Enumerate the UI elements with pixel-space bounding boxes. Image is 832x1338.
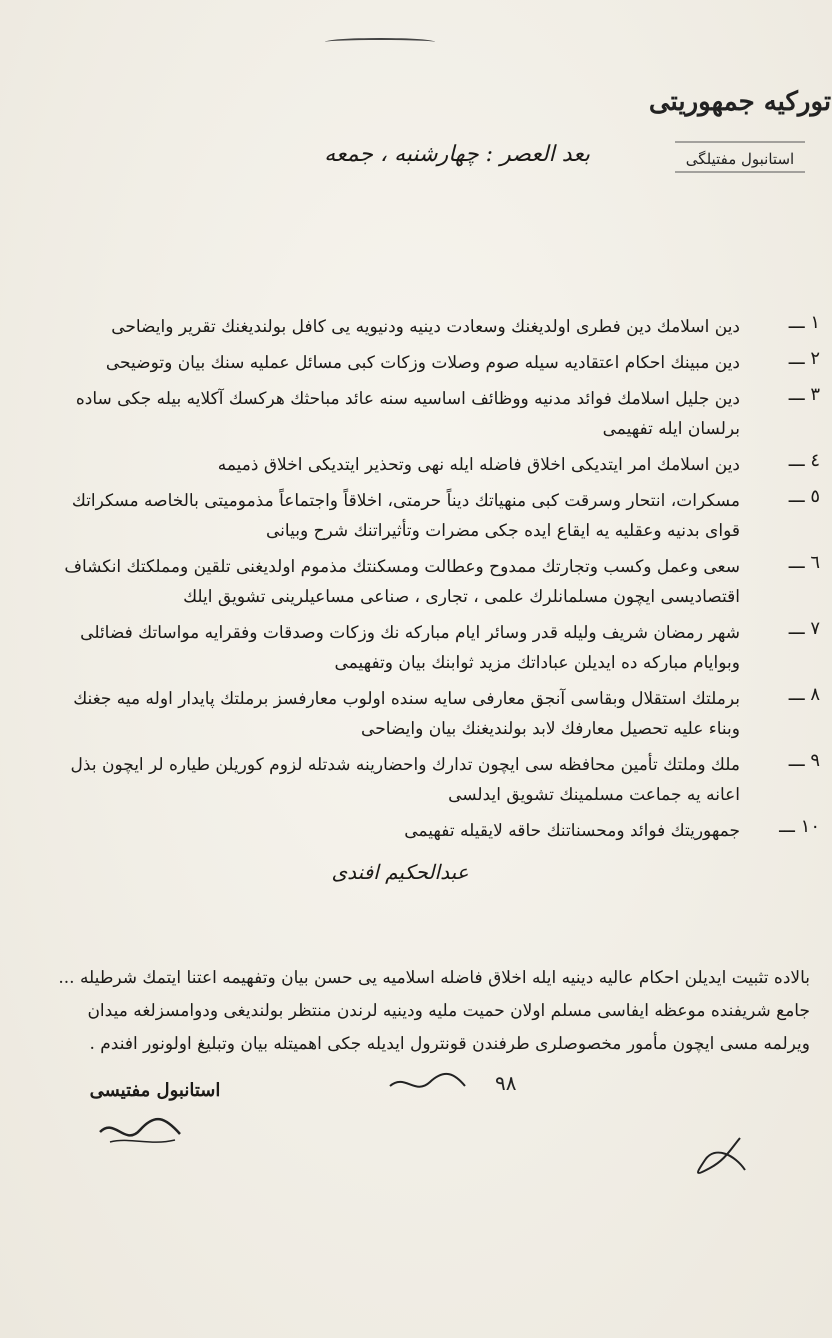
- item-number: ٤ ـــ: [788, 450, 820, 471]
- item-text: مسكرات، انتحار وسرقت كبی منهیاتك دیناً حرمتی، اخلاقاً واجتماعاً مذمومیتی بالخاصه مسكراتك قوای بدنیه وعقلیه یه ایقاع ایده جكی مضرات وتأثیراتنك شرح وبیانی: [71, 491, 740, 541]
- time-header: بعد العصر : چهارشنبه ، جمعه: [324, 142, 590, 167]
- item-number: ٨ ـــ: [788, 684, 820, 705]
- list-item: [40, 552, 820, 612]
- closing-paragraph: بالاده تثبیت ایدیلن احكام عالیه دینیه ایله اخلاق فاضله اسلامیه یی حسن بیان وتفهیمه اعتنا ایتمك شرطیله ... جامع شریفنده موعظه ایفاسی مسلم اولان حمیت ملیه ودینیه لرندن منتظر بولندیغی ودوامسزلغه میدان ویرلمه مسی ایچون مأمور مخصوصلری طرفندن قونترول ایدیله جكی اهمیتله بیان وتبلیغ اولونور افندم .: [58, 968, 810, 1054]
- item-text: دین جلیل اسلامك فوائد مدنیه ووظائف اساسیه سنه عائد مباحثك هركسك آكلایه بیله جكی ساده برلسان ایله تفهیمی: [75, 389, 740, 439]
- item-number: ٥ ـــ: [788, 486, 820, 507]
- list-item: [40, 750, 820, 810]
- seal-text: توركیه جمهوریتی: [648, 87, 832, 117]
- list-item: [40, 486, 820, 546]
- item-text: دین اسلامك امر ایتدیكی اخلاق فاضله ایله نهی وتحذیر ایتدیكی اخلاق ذمیمه: [217, 455, 740, 475]
- topic-list: [40, 312, 820, 852]
- handwritten-date: [385, 1068, 535, 1098]
- item-number: ٩ ـــ: [788, 750, 820, 771]
- item-text: برملتك استقلال وبقاسی آنجق معارفی سایه سنده اولوب معارفسز برملتك پایدار اوله میه جغنك وبناء علیه تحصیل معارفك لابد بولندیغنك بیان وایضاحی: [73, 689, 740, 739]
- list-item: [40, 618, 820, 678]
- item-number: ٦ ـــ: [788, 552, 820, 573]
- item-number: ١٠ ـــ: [779, 816, 820, 837]
- item-number: ٧ ـــ: [788, 618, 820, 639]
- item-text: سعی وعمل وكسب وتجارتك ممدوح وعطالت ومسكنتك مذموم اولدیغنی تلقین ومملكتك انكشاف اقتصادیسی ایچون مسلمانلرك علمی ، تجاری ، صناعی مساعیلرینی تشویق ایلك: [64, 557, 740, 607]
- date-numbers: ٩٨: [495, 1071, 517, 1095]
- office-line: استانبول مفتیلگی: [685, 150, 795, 168]
- list-item: [40, 450, 820, 480]
- mufti-title: استانبول مفتیسی: [89, 1080, 221, 1101]
- list-item: [40, 312, 820, 342]
- item-number: ٣ ـــ: [788, 384, 820, 405]
- list-item: [40, 348, 820, 378]
- item-text: دین اسلامك دین فطری اولدیغنك وسعادت دینیه ودنیویه یی كافل بولندیغنك تقریر وایضاحی: [111, 317, 740, 337]
- list-item: [40, 684, 820, 744]
- item-text: ملك وملتك تأمین محافظه سی ایچون تدارك واحضارینه شدتله لزوم كوریلن طیاره لر ایچون بذل اعانه یه جماعت مسلمینك تشویق ایدلسی: [70, 755, 740, 805]
- item-text: دین مبینك احكام اعتقادیه سیله صوم وصلات وزكات كبی مسائل عملیه سنك بیان وتوضیحی: [105, 353, 740, 373]
- initial-mark: [690, 1130, 750, 1180]
- item-number: ٢ ـــ: [788, 348, 820, 369]
- item-text: شهر رمضان شریف ولیله قدر وسائر ایام مباركه نك وزكات وصدقات وفقرایه مواساتك فضائلی وبوایام مباركه ده ایدیلن عباداتك مزید ثوابنك بیان وتفهیمی: [80, 623, 740, 673]
- letterhead-seal: [648, 72, 832, 202]
- item-number: ١ ـــ: [788, 312, 820, 333]
- item-text: جمهوریتك فوائد ومحسناتنك حاقه لایقیله تفهیمی: [404, 821, 740, 841]
- list-item: [40, 816, 820, 846]
- signature-flourish: [95, 1112, 185, 1152]
- list-item: [40, 384, 820, 444]
- preacher-signature: عبدالحكیم افندی: [331, 860, 469, 884]
- pen-stroke: [325, 38, 435, 46]
